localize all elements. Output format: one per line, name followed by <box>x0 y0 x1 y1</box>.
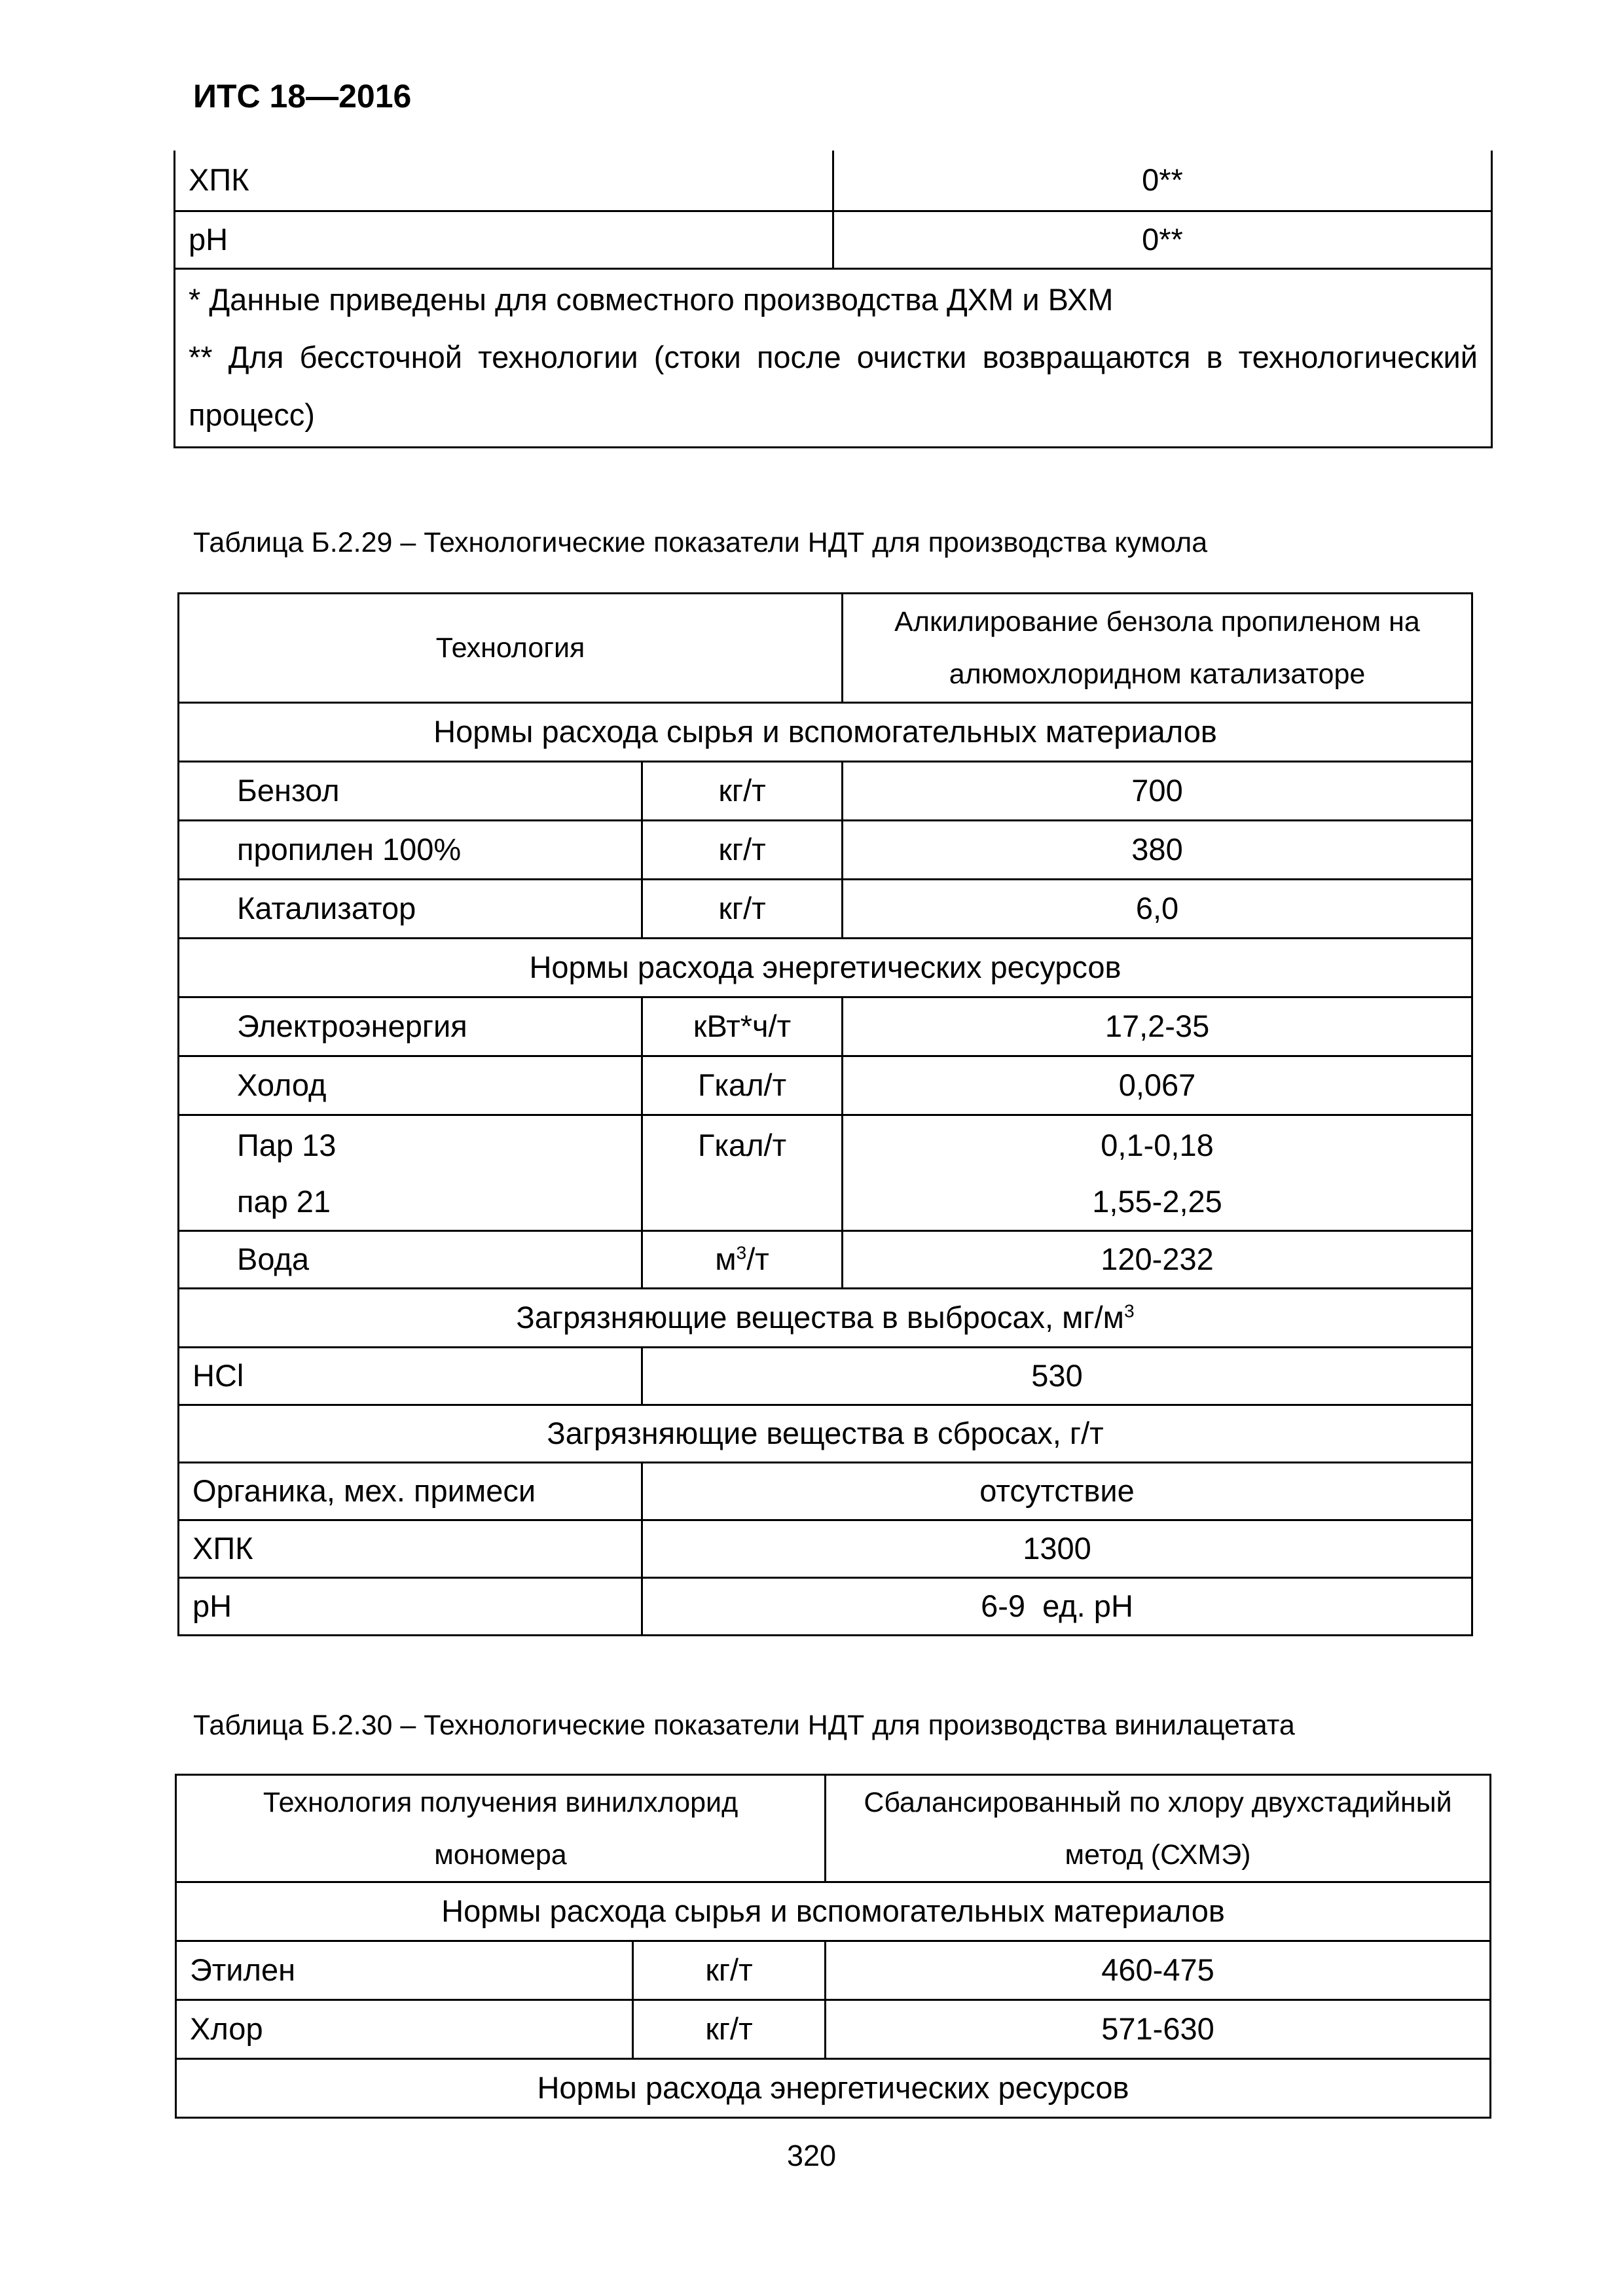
item-value: 6,0 <box>843 880 1472 939</box>
continued-table <box>173 151 1493 448</box>
table-29 <box>177 592 1473 1636</box>
technology-value: Алкилирование бензола пропиленом на алюмохлоридном катализаторе <box>843 594 1472 703</box>
table-head-row <box>176 1775 1491 1882</box>
section-raw-materials: Нормы расхода сырья и вспомогательных материалов <box>176 1882 1491 1941</box>
table-29-caption: Таблица Б.2.29 – Технологические показатели НДТ для производства кумола <box>193 527 1208 558</box>
steam-value-1: 0,1-0,18 <box>1101 1128 1214 1162</box>
item-name: pH <box>179 1578 642 1636</box>
section-row <box>176 2059 1491 2118</box>
section-energy: Нормы расхода энергетических ресурсов <box>179 939 1472 997</box>
row-value: 0** <box>833 151 1492 211</box>
item-name: HCl <box>179 1348 642 1405</box>
item-value: отсутствие <box>642 1463 1472 1520</box>
item-name: Катализатор <box>179 880 642 939</box>
item-name: Этилен <box>176 1941 633 2000</box>
table-row <box>176 1941 1491 2000</box>
item-name: Вода <box>179 1231 642 1289</box>
table-row <box>176 2000 1491 2059</box>
item-name: Хлор <box>176 2000 633 2059</box>
section-row <box>179 1289 1472 1348</box>
section-row <box>179 703 1472 762</box>
item-name: Органика, мех. примеси <box>179 1463 642 1520</box>
item-name: Электроэнергия <box>179 997 642 1056</box>
item-value: 380 <box>843 821 1472 880</box>
item-unit: Гкал/т <box>642 1056 843 1115</box>
unit-tail: /т <box>746 1242 769 1277</box>
item-value: 460-475 <box>826 1941 1491 2000</box>
section-energy: Нормы расхода энергетических ресурсов <box>176 2059 1491 2118</box>
item-value: 6-9 ед. pH <box>642 1578 1472 1636</box>
section-emissions-exponent: 3 <box>1123 1300 1135 1321</box>
item-unit: кг/т <box>633 2000 826 2059</box>
unit-base: м <box>715 1242 737 1277</box>
page-number: 320 <box>786 2139 837 2172</box>
item-name: Бензол <box>179 762 642 821</box>
item-value: 120-232 <box>843 1231 1472 1289</box>
table-30-caption: Таблица Б.2.30 – Технологические показатели НДТ для производства винилацетата <box>193 1710 1295 1741</box>
item-value: 530 <box>642 1348 1472 1405</box>
section-row <box>176 1882 1491 1941</box>
table-row <box>179 1348 1472 1405</box>
table-row <box>179 1578 1472 1636</box>
steam-name-1: Пар 13 <box>237 1128 337 1162</box>
table-row <box>179 821 1472 880</box>
item-value: 571-630 <box>826 2000 1491 2059</box>
technology-label: Технология получения винилхлорид мономера <box>176 1775 826 1882</box>
technology-label: Технология <box>179 594 843 703</box>
table-row <box>179 762 1472 821</box>
table-row <box>179 1115 1472 1231</box>
table-note-row <box>175 268 1492 447</box>
steam-values <box>843 1115 1472 1231</box>
steam-name-2: пар 21 <box>237 1184 331 1219</box>
document-header: ИТС 18—2016 <box>193 78 412 115</box>
item-value: 0,067 <box>843 1056 1472 1115</box>
table-30 <box>175 1774 1491 2119</box>
item-unit: кг/т <box>633 1941 826 2000</box>
item-unit: кг/т <box>642 762 843 821</box>
steam-value-2: 1,55-2,25 <box>1092 1184 1222 1219</box>
table-row <box>175 211 1492 268</box>
table-row <box>179 997 1472 1056</box>
table-note <box>175 268 1492 447</box>
item-value: 700 <box>843 762 1472 821</box>
item-unit: кВт*ч/т <box>642 997 843 1056</box>
steam-unit: Гкал/т <box>642 1115 843 1231</box>
section-emissions <box>179 1289 1472 1348</box>
technology-value: Сбалансированный по хлору двухстадийный метод (СХМЭ) <box>826 1775 1491 1882</box>
item-unit: кг/т <box>642 821 843 880</box>
section-row <box>179 939 1472 997</box>
note-2: ** Для бессточной технологии (стоки после очистки возвращаются в технологический процесс) <box>189 339 1478 432</box>
table-row <box>179 1231 1472 1289</box>
row-label: ХПК <box>175 151 833 211</box>
section-raw-materials: Нормы расхода сырья и вспомогательных материалов <box>179 703 1472 762</box>
table-row <box>179 1463 1472 1520</box>
table-row <box>179 1056 1472 1115</box>
row-value: 0** <box>833 211 1492 268</box>
item-unit: кг/т <box>642 880 843 939</box>
item-unit <box>642 1231 843 1289</box>
table-row <box>175 151 1492 211</box>
table-head-row <box>179 594 1472 703</box>
item-value: 1300 <box>642 1520 1472 1578</box>
note-1: * Данные приведены для совместного производства ДХМ и ВХМ <box>189 281 1114 317</box>
item-name: Холод <box>179 1056 642 1115</box>
section-row <box>179 1405 1472 1463</box>
row-label: pH <box>175 211 833 268</box>
item-name: пропилен 100% <box>179 821 642 880</box>
steam-names <box>179 1115 642 1231</box>
section-discharges: Загрязняющие вещества в сбросах, г/т <box>179 1405 1472 1463</box>
unit-exponent: 3 <box>736 1242 747 1263</box>
table-row <box>179 880 1472 939</box>
table-row <box>179 1520 1472 1578</box>
section-emissions-text: Загрязняющие вещества в выбросах, мг/м <box>516 1300 1124 1335</box>
item-value: 17,2-35 <box>843 997 1472 1056</box>
item-name: ХПК <box>179 1520 642 1578</box>
